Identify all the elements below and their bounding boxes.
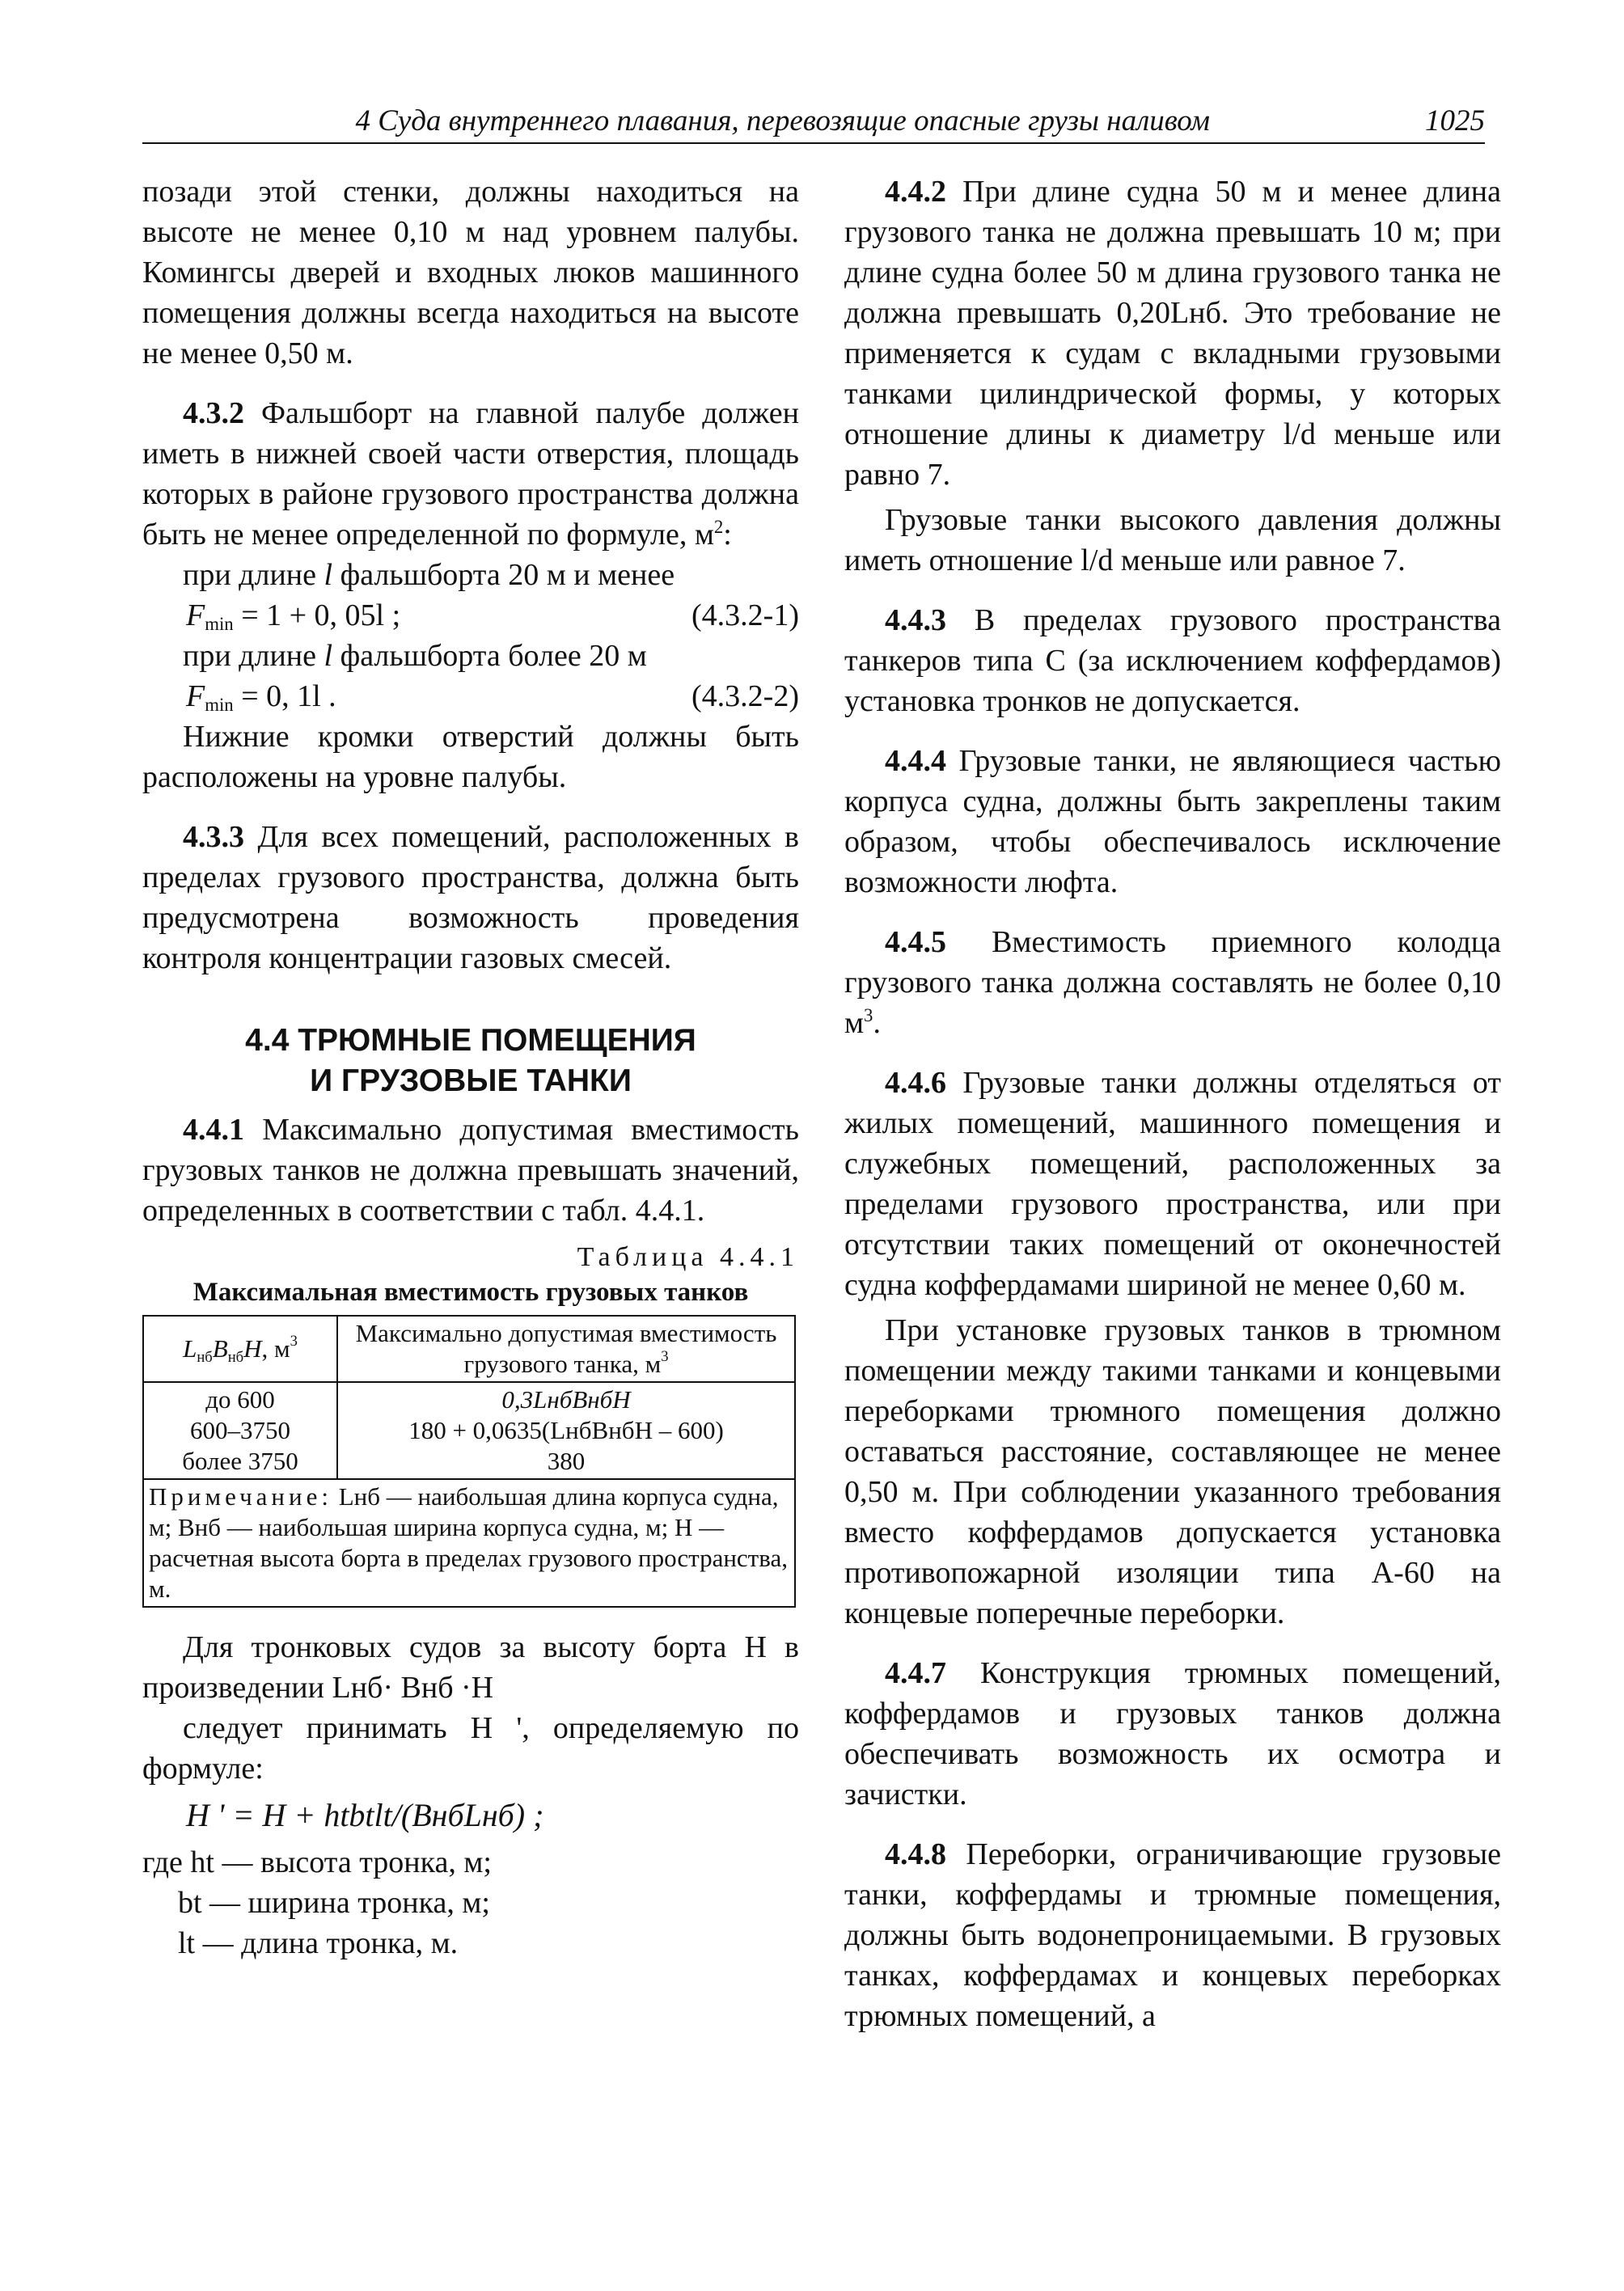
formula-rhs: = 0, 1l . bbox=[233, 679, 336, 713]
superscript: 3 bbox=[864, 1005, 873, 1025]
cell-line: 180 + 0,0635(LнбBнбH – 600) bbox=[408, 1416, 724, 1444]
formula-4-3-2-1 bbox=[142, 595, 799, 636]
table-row bbox=[143, 1382, 795, 1479]
section-text: В пределах грузового пространства танкеров типа С (за исключением коффердамов) установка тронков не допускается. bbox=[844, 603, 1501, 718]
section-4-4-7 bbox=[844, 1653, 1501, 1815]
paragraph-continuation: позади этой стенки, должны находиться на высоте не менее 0,10 м над уровнем палубы. Комингсы дверей и входных люков машинного помещения должны всегда находиться на высоте не менее 0,50 м. bbox=[142, 175, 799, 370]
sub: нб bbox=[227, 1349, 244, 1366]
condition-line-1 bbox=[142, 555, 799, 595]
cell-line: более 3750 bbox=[182, 1447, 298, 1475]
sup: 3 bbox=[290, 1333, 298, 1350]
section-text: Максимально допустимая вместимость грузовых танков не должна превышать значений, определенных в соответствии с табл. 4.4.1. bbox=[142, 1113, 799, 1228]
header-text: Максимально допустимая вместимость грузового танка, м bbox=[355, 1319, 777, 1378]
where-line-1: где ht — высота тронка, м; bbox=[142, 1845, 492, 1879]
table-caption: Таблица 4.4.1 bbox=[577, 1242, 799, 1272]
section-text: Переборки, ограничивающие грузовые танки, коффердамы и трюмные помещения, должны быть водонепроницаемыми. В грузовых танках, коффердамах и концевых переборках трюмных помещений, а bbox=[844, 1837, 1501, 2033]
table-title: Максимальная вместимость грузовых танков bbox=[192, 1278, 749, 1307]
section-4-4-1 bbox=[142, 1110, 799, 1231]
var: L bbox=[183, 1334, 197, 1363]
paragraph-trunk-2: следует принимать H ', определяемую по формуле: bbox=[142, 1711, 799, 1786]
section-text: Фальшборт на главной палубе должен иметь в нижней своей части отверстия, площадь которых в районе грузового пространства должна быть не менее определенной по формуле, м bbox=[142, 396, 799, 552]
paragraph-trunk-1: Для тронковых судов за высоту борта H в произведении Lнб· Bнб ·H bbox=[142, 1630, 799, 1705]
unit: , м bbox=[261, 1334, 290, 1363]
table-header-row bbox=[143, 1316, 795, 1382]
formula-h-prime: H ' = H + htbtlt/(BнбLнб) ; bbox=[186, 1797, 544, 1833]
right-column bbox=[844, 171, 1501, 2036]
formula-expression bbox=[186, 595, 400, 636]
section-4-4-6 bbox=[844, 1063, 1501, 1305]
text: при длине bbox=[183, 558, 324, 592]
cell-line: 600–3750 bbox=[190, 1416, 290, 1444]
section-number: 4.3.3 bbox=[183, 820, 244, 854]
section-text-tail: : bbox=[723, 518, 732, 552]
formula-4-3-2-2 bbox=[142, 676, 799, 716]
heading-line-2: И ГРУЗОВЫЕ ТАНКИ bbox=[310, 1063, 632, 1098]
section-4-4-4 bbox=[844, 741, 1501, 902]
cell-line: до 600 bbox=[205, 1385, 275, 1414]
section-4-4-3 bbox=[844, 600, 1501, 721]
formula-F: F bbox=[186, 679, 205, 713]
section-4-3-3 bbox=[142, 817, 799, 979]
superscript: 2 bbox=[713, 517, 724, 537]
section-4-3-2 bbox=[142, 393, 799, 555]
section-number: 4.4.8 bbox=[885, 1837, 946, 1871]
section-4-4-5 bbox=[844, 922, 1501, 1043]
section-text: Грузовые танки, не являющиеся частью корпуса судна, должны быть закреплены таким образом, чтобы обеспечивалось исключение возможности люфта. bbox=[844, 744, 1501, 899]
table-header-cell bbox=[143, 1316, 337, 1382]
equation-number: (4.3.2-1) bbox=[691, 598, 799, 632]
where-line-2: bt — ширина тронка, м; bbox=[178, 1886, 490, 1920]
formula-sub: min bbox=[205, 695, 234, 715]
section-number: 4.4.7 bbox=[885, 1656, 946, 1690]
section-text: Грузовые танки должны отделяться от жилых помещений, машинного помещения и служебных помещений, расположенных за пределами грузового пространства, или при отсутствии таких помещений от оконечностей судна коффердамами шириной не менее 0,60 м. bbox=[844, 1066, 1501, 1302]
section-4-4-2 bbox=[844, 171, 1501, 495]
condition-line-2 bbox=[142, 636, 799, 676]
text: фальшборта 20 м и менее bbox=[332, 558, 675, 592]
capacity-table bbox=[142, 1315, 796, 1608]
table-cell bbox=[337, 1382, 795, 1479]
section-number: 4.4.4 bbox=[885, 744, 946, 778]
section-text: Вместимость приемного колодца грузового танка должна составлять не более 0,10 м bbox=[844, 925, 1501, 1040]
table-header-cell bbox=[337, 1316, 795, 1382]
formula-F: F bbox=[186, 598, 205, 632]
page-number: 1025 bbox=[1425, 104, 1485, 137]
formula-rhs: = 1 + 0, 05l ; bbox=[233, 598, 401, 632]
table-note bbox=[143, 1479, 795, 1607]
sup: 3 bbox=[661, 1348, 669, 1365]
section-heading-4-4 bbox=[142, 1021, 799, 1101]
var: B bbox=[212, 1334, 228, 1363]
formula-sub: min bbox=[205, 614, 234, 634]
section-number: 4.4.3 bbox=[885, 603, 946, 637]
section-number: 4.4.6 bbox=[885, 1066, 946, 1100]
section-text: Для всех помещений, расположенных в пределах грузового пространства, должна быть предусмотрена возможность проведения контроля концентрации газовых смесей. bbox=[142, 820, 799, 975]
section-number: 4.4.1 bbox=[183, 1113, 244, 1147]
note-text: Lнб — наибольшая длина корпуса судна, м; Bнб — наибольшая ширина корпуса судна, м; H — расчетная высота борта в пределах грузового пространства, м. bbox=[149, 1482, 788, 1603]
cell-line: 0,3LнбBнбH bbox=[501, 1385, 631, 1414]
sub: нб bbox=[197, 1349, 213, 1366]
var-l: l bbox=[324, 639, 333, 673]
section-text: При длине судна 50 м и менее длина грузового танка не должна превышать 10 м; при длине судна более 50 м длина грузового танка не должна превышать 0,20Lнб. Это требование не применяется к судам с вкладными грузовыми танками цилиндрической формы, у которых отношение длины к диаметру l/d меньше или равно 7. bbox=[844, 175, 1501, 492]
left-column bbox=[142, 171, 799, 1963]
var-l: l bbox=[324, 558, 333, 592]
table-cell bbox=[143, 1382, 337, 1479]
table-note-row bbox=[143, 1479, 795, 1607]
formula-expression bbox=[186, 676, 336, 716]
paragraph-installation: При установке грузовых танков в трюмном помещении между такими танками и концевыми переборками трюмного помещения должно оставаться расстояние, составляющее не менее 0,50 м. При соблюдении указанного требования вместо коффердамов допускается установка противопожарной изоляции типа А-60 на концевые поперечные переборки. bbox=[844, 1313, 1501, 1630]
section-number: 4.4.5 bbox=[885, 925, 946, 959]
text: при длине bbox=[183, 639, 324, 673]
var: H bbox=[243, 1334, 262, 1363]
text: фальшборта более 20 м bbox=[332, 639, 647, 673]
cell-line: 380 bbox=[547, 1447, 586, 1475]
note-label: Примечание: bbox=[149, 1482, 332, 1511]
running-header bbox=[142, 104, 1485, 144]
heading-line-1: 4.4 ТРЮМНЫЕ ПОМЕЩЕНИЯ bbox=[245, 1023, 696, 1058]
section-number: 4.3.2 bbox=[183, 396, 244, 430]
section-text-tail: . bbox=[873, 1006, 881, 1040]
section-text: Конструкция трюмных помещений, коффердамов и грузовых танков должна обеспечивать возможность их осмотра и зачистки. bbox=[844, 1656, 1501, 1811]
equation-number: (4.3.2-2) bbox=[691, 679, 799, 713]
paragraph-edges: Нижние кромки отверстий должны быть расположены на уровне палубы. bbox=[142, 720, 799, 794]
section-4-4-8 bbox=[844, 1834, 1501, 2036]
section-number: 4.4.2 bbox=[885, 175, 946, 209]
where-line-3: lt — длина тронка, м. bbox=[178, 1926, 459, 1960]
paragraph-high-pressure: Грузовые танки высокого давления должны иметь отношение l/d меньше или равное 7. bbox=[844, 503, 1501, 577]
running-title: 4 Суда внутреннего плавания, перевозящие опасные грузы наливом bbox=[355, 104, 1210, 137]
